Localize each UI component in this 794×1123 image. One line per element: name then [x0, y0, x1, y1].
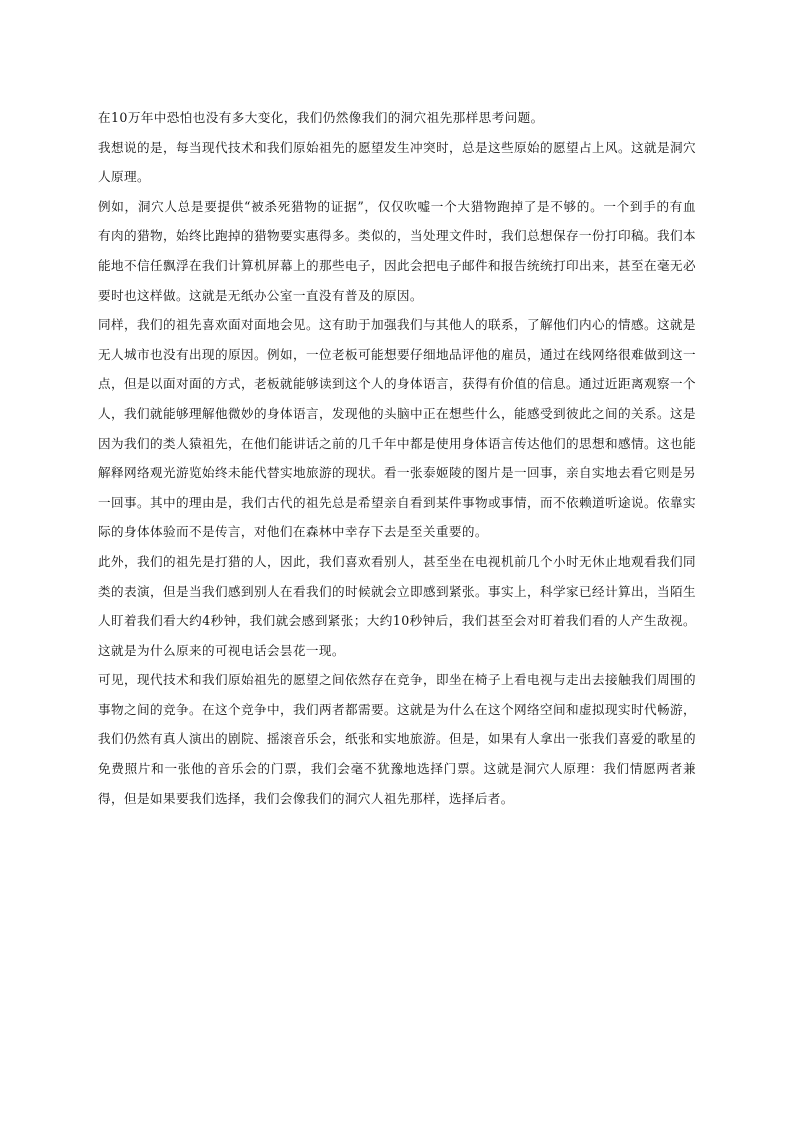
paragraph-3: 例如，洞穴人总是要提供“被杀死猎物的证据”，仅仅吹嘘一个大猎物跑掉了是不够的。一个到手的有血有肉的猎物，始终比跑掉的猎物要实惠得多。类似的，当处理文件时，我们总想保存一份打印稿。我们本能地不信任飘浮在我们计算机屏幕上的那些电子，因此会把电子邮件和报告统统打印出来，甚至在毫无必要时也这样做。这就是无纸办公室一直没有普及的原因。 [98, 198, 696, 303]
document-page [98, 103, 696, 813]
paragraph-5: 此外，我们的祖先是打猎的人，因此，我们喜欢看别人，甚至坐在电视机前几个小时无休止地观看我们同类的表演，但是当我们感到别人在看我们的时候就会立即感到紧张。事实上，科学家已经计算出，当陌生人盯着我们看大约4秒钟，我们就会感到紧张；大约10秒钟后，我们甚至会对盯着我们看的人产生敌视。这就是为什么原来的可视电话会昙花一现。 [98, 553, 696, 658]
paragraph-4: 同样，我们的祖先喜欢面对面地会见。这有助于加强我们与其他人的联系，了解他们内心的情感。这就是无人城市也没有出现的原因。例如，一位老板可能想要仔细地品评他的雇员，通过在线网络很难做到这一点，但是以面对面的方式，老板就能够读到这个人的身体语言，获得有价值的信息。通过近距离观察一个人，我们就能够理解他微妙的身体语言，发现他的头脑中正在想些什么，能感受到彼此之间的关系。这是因为我们的类人猿祖先，在他们能讲话之前的几千年中都是使用身体语言传达他们的思想和感情。这也能解释网络观光游览始终未能代替实地旅游的现状。看一张泰姬陵的图片是一回事，亲自实地去看它则是另一回事。其中的理由是，我们古代的祖先总是希望亲自看到某件事物或事情，而不依赖道听途说。依靠实际的身体体验而不是传言，对他们在森林中幸存下去是至关重要的。 [98, 317, 696, 540]
paragraph-2: 我想说的是，每当现代技术和我们原始祖先的愿望发生冲突时，总是这些原始的愿望占上风。这就是洞穴人原理。 [98, 139, 696, 185]
paragraph-1: 在10万年中恐怕也没有多大变化，我们仍然像我们的洞穴祖先那样思考问题。 [98, 110, 544, 125]
paragraph-6: 可见，现代技术和我们原始祖先的愿望之间依然存在竞争，即坐在椅子上看电视与走出去接触我们周围的事物之间的竞争。在这个竞争中，我们两者都需要。这就是为什么在这个网络空间和虚拟现实时代畅游，我们仍然有真人演出的剧院、摇滚音乐会，纸张和实地旅游。但是，如果有人拿出一张我们喜爱的歌星的免费照片和一张他的音乐会的门票，我们会毫不犹豫地选择门票。这就是洞穴人原理：我们情愿两者兼得，但是如果要我们选择，我们会像我们的洞穴人祖先那样，选择后者。 [98, 672, 696, 806]
